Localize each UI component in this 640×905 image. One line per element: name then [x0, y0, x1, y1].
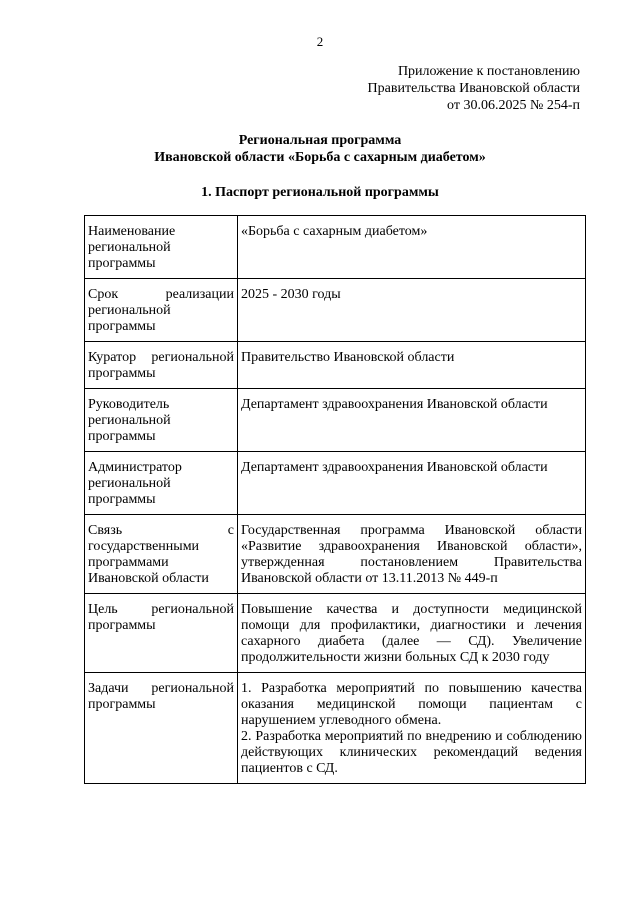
row-value — [238, 342, 586, 389]
row-label — [85, 594, 238, 673]
table-row — [85, 279, 586, 342]
table-row — [85, 673, 586, 784]
label-text-line-1: Срок реализации — [88, 287, 234, 302]
document-title — [0, 132, 640, 166]
row-value — [238, 594, 586, 673]
row-value — [238, 216, 586, 279]
row-value — [238, 279, 586, 342]
table-row — [85, 389, 586, 452]
table-row — [85, 216, 586, 279]
task-item-2: 2. Разработка мероприятий по внедрению и соблюдению действующих клинических рекомендаций ведения пациентов с СД. — [241, 729, 582, 776]
value-text: Повышение качества и доступности медицинской помощи для профилактики, диагностики и лечения сахарного диабета (далее — СД). Увеличение продолжительности жизни больных СД к 2030 году — [241, 602, 582, 665]
label-text: Администратор региональной программы — [88, 460, 182, 507]
appendix-line-1: Приложение к постановлению — [397, 64, 580, 79]
label-text-rest: государственными программами Ивановской области — [88, 539, 209, 586]
row-label — [85, 452, 238, 515]
row-label — [85, 279, 238, 342]
page-number: 2 — [316, 34, 324, 49]
table-row — [85, 452, 586, 515]
value-text: Департамент здравоохранения Ивановской области — [241, 397, 548, 412]
label-text-line-1: Связь с — [88, 523, 234, 538]
title-line-1: Региональная программа — [238, 133, 402, 148]
table-row — [85, 515, 586, 594]
value-text: Департамент здравоохранения Ивановской области — [241, 460, 548, 475]
label-text: Куратор региональной программы — [88, 350, 234, 381]
row-value — [238, 673, 586, 784]
passport-table — [84, 215, 586, 784]
row-value — [238, 452, 586, 515]
label-text: Руководитель региональной программы — [88, 397, 171, 444]
row-label — [85, 515, 238, 594]
table-row — [85, 342, 586, 389]
table-row — [85, 594, 586, 673]
label-text-rest: региональной программы — [88, 303, 171, 334]
appendix-line-3: от 30.06.2025 № 254-п — [447, 98, 580, 113]
label-text: Наименование региональной программы — [88, 224, 176, 271]
row-label — [85, 673, 238, 784]
row-value — [238, 389, 586, 452]
section-title: 1. Паспорт региональной программы — [201, 185, 439, 200]
appendix-line-2: Правительства Ивановской области — [367, 81, 580, 96]
label-text: Цель региональной программы — [88, 602, 234, 633]
value-text: Правительство Ивановской области — [241, 350, 455, 365]
label-text: Задачи региональной программы — [88, 681, 234, 712]
value-text: 2025 - 2030 годы — [241, 287, 341, 302]
title-line-2: Ивановской области «Борьба с сахарным диабетом» — [154, 150, 486, 165]
row-label — [85, 389, 238, 452]
task-item-1: 1. Разработка мероприятий по повышению качества оказания медицинской помощи пациентам с нарушением углеводного обмена. — [241, 681, 582, 728]
row-label — [85, 216, 238, 279]
value-text: «Борьба с сахарным диабетом» — [241, 224, 428, 239]
appendix-header — [368, 63, 580, 114]
row-value — [238, 515, 586, 594]
row-label — [85, 342, 238, 389]
value-text: Государственная программа Ивановской области «Развитие здравоохранения Ивановской области», утвержденная постановлением Правительства Ивановской области от 13.11.2013 № 449-п — [241, 523, 582, 586]
